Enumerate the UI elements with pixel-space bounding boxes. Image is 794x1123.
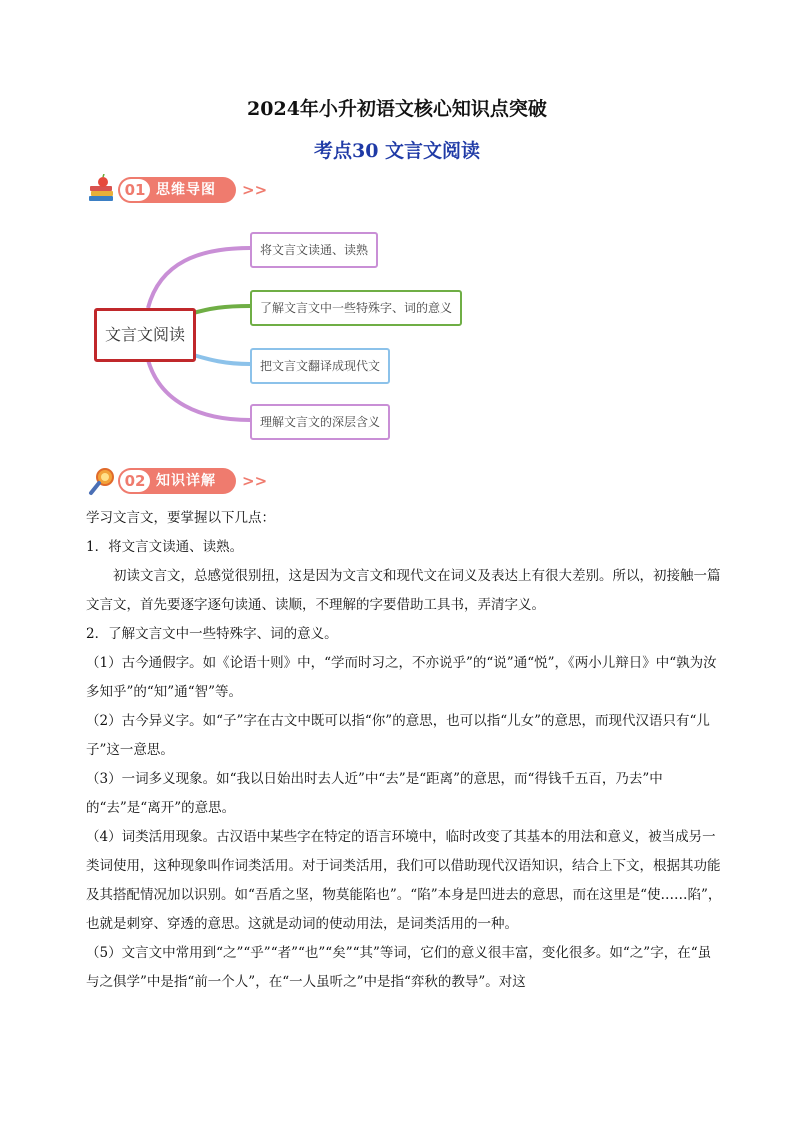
section-number: 02 — [120, 470, 150, 492]
paragraph: 1．将文言文读通、读熟。 — [86, 539, 244, 555]
books-icon — [86, 174, 118, 206]
page-subtitle: 考点30 文言文阅读 — [313, 140, 481, 162]
section-header-knowledge — [86, 465, 286, 497]
mind-map-branch: 把文言文翻译成现代文 — [250, 348, 390, 384]
mind-map-branch: 将文言文读通、读熟 — [250, 232, 378, 268]
body-text — [86, 504, 722, 997]
paragraph: 学习文言文，要掌握以下几点： — [86, 510, 275, 526]
mind-map — [90, 222, 490, 442]
mind-map-root: 文言文阅读 — [94, 308, 196, 362]
mind-map-branch: 理解文言文的深层含义 — [250, 404, 390, 440]
paragraph: （3）一词多义现象。如“我以日始出时去人近”中“去”是“距离”的意思，而“得钱千五百，乃去”中的“去”是“离开”的意思。 — [86, 771, 663, 816]
paragraph: （5）文言文中常用到“之”“乎”“者”“也”“矣”“其”等词，它们的意义很丰富，变化很多。如“之”字，在“虽与之俱学”中是指“前一个人”，在“一人虽听之”中是指“弈秋的教导”。对这 — [86, 945, 712, 990]
double-chevron-icon: >> — [242, 181, 268, 199]
section-label: 知识详解 — [156, 473, 216, 489]
paragraph: （4）词类活用现象。古汉语中某些字在特定的语言环境中，临时改变了其基本的用法和意义，被当成另一类词使用，这种现象叫作词类活用。对于词类活用，我们可以借助现代汉语知识，结合上下文，根据其功能及其搭配情况加以识别。如“吾盾之坚，物莫能陷也”。“陷”本身是凹进去的意思，而在这里是“使……陷”，也就是刺穿、穿透的意思。这就是动词的使动用法，是词类活用的一种。 — [86, 829, 722, 932]
page-title: 2024年小升初语文核心知识点突破 — [247, 98, 547, 120]
paragraph: （2）古今异义字。如“子”字在古文中既可以指“你”的意思，也可以指“儿女”的意思，而现代汉语只有“儿子”这一意思。 — [86, 713, 710, 758]
section-number: 01 — [120, 179, 150, 201]
section-label: 思维导图 — [156, 182, 216, 198]
paragraph: （1）古今通假字。如《论语十则》中，“学而时习之，不亦说乎”的“说”通“悦”，《两小儿辩日》中“孰为汝多知乎”的“知”通“智”等。 — [86, 655, 717, 700]
mind-map-branch: 了解文言文中一些特殊字、词的意义 — [250, 290, 462, 326]
paragraph: 初读文言文，总感觉很别扭，这是因为文言文和现代文在词义及表达上有很大差别。所以，初接触一篇文言文，首先要逐字逐句读通、读顺，不理解的字要借助工具书，弄清字义。 — [86, 568, 721, 613]
magnifier-icon — [86, 465, 118, 497]
section-header-mindmap — [86, 174, 286, 206]
double-chevron-icon: >> — [242, 472, 268, 490]
paragraph: 2．了解文言文中一些特殊字、词的意义。 — [86, 626, 338, 642]
